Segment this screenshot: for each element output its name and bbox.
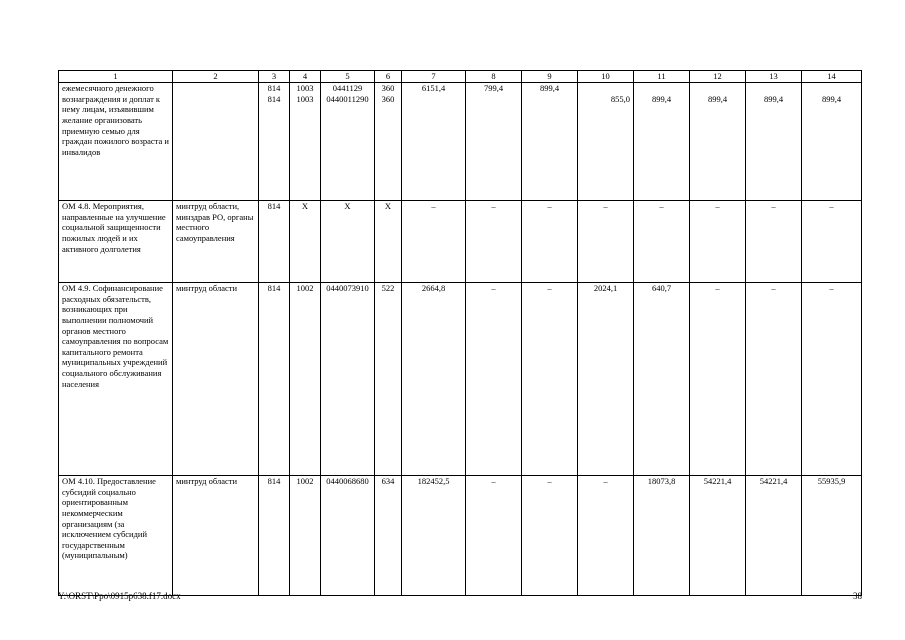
cell-c9: – [522,476,578,596]
cell-c5: 0440073910 [321,283,375,476]
cell-c3: 814 [259,476,290,596]
cell-c13: 899,4 [746,83,802,201]
col-header: 1 [59,71,173,83]
cell-c13: – [746,201,802,283]
cell-c3: 814 [259,201,290,283]
col-header: 11 [634,71,690,83]
col-header: 12 [690,71,746,83]
table-row [59,476,862,596]
page-number: 38 [853,591,862,601]
cell-c5: 0440068680 [321,476,375,596]
cell-c13: – [746,283,802,476]
cell-c10: – [578,201,634,283]
col-header: 9 [522,71,578,83]
cell-c7: 6151,4 [402,83,466,201]
cell-c6: 634 [375,476,402,596]
cell-c12: 899,4 [690,83,746,201]
cell-c3: 814 814 [259,83,290,201]
cell-c3: 814 [259,283,290,476]
cell-c10: – [578,476,634,596]
col-header: 5 [321,71,375,83]
cell-c11: 640,7 [634,283,690,476]
cell-c5: 0441129 0440011290 [321,83,375,201]
cell-c7: 2664,8 [402,283,466,476]
cell-c8: – [466,476,522,596]
col-header: 8 [466,71,522,83]
table-row [59,201,862,283]
cell-c6: 360 360 [375,83,402,201]
cell-c7: 182452,5 [402,476,466,596]
cell-c9: – [522,283,578,476]
col-header: 4 [290,71,321,83]
file-path: Y:\ORST\Ppo\0915p638.f17.docx [58,591,181,601]
executor-cell: минтруд области, минздрав РО, органы местного самоуправления [173,201,259,283]
cell-c14: – [802,283,862,476]
cell-c12: – [690,201,746,283]
cell-c8: – [466,283,522,476]
cell-c11: – [634,201,690,283]
col-header: 3 [259,71,290,83]
cell-c5: X [321,201,375,283]
measure-name-cell: ОМ 4.8. Мероприятия, направленные на улучшение социальной защищенности пожилых людей и их активного долголетия [59,201,173,283]
cell-c11: 18073,8 [634,476,690,596]
col-header: 13 [746,71,802,83]
col-header: 10 [578,71,634,83]
cell-c9: 899,4 [522,83,578,201]
table-row [59,83,862,201]
table-row [59,283,862,476]
cell-c14: – [802,201,862,283]
measure-name-cell: ОМ 4.9. Софинансирование расходных обязательств, возникающих при выполнении полномочий органов местного самоуправления по вопросам капитального ремонта муниципальных учреждений социального обслуживания населения [59,283,173,476]
cell-c4: 1003 1003 [290,83,321,201]
budget-table [58,70,862,596]
measure-name-cell: ежемесячного денежного вознаграждения и доплат к нему лицам, изъявившим желание организовать приемную семью для граждан пожилого возраста и инвалидов [59,83,173,201]
cell-c4: X [290,201,321,283]
executor-cell [173,83,259,201]
cell-c7: – [402,201,466,283]
col-header: 7 [402,71,466,83]
executor-cell: минтруд области [173,476,259,596]
cell-c4: 1002 [290,283,321,476]
cell-c14: 899,4 [802,83,862,201]
cell-c8: – [466,201,522,283]
cell-c4: 1002 [290,476,321,596]
cell-c10: 2024,1 [578,283,634,476]
col-header: 2 [173,71,259,83]
header-row [59,71,862,83]
cell-c6: 522 [375,283,402,476]
cell-c13: 54221,4 [746,476,802,596]
executor-cell: минтруд области [173,283,259,476]
measure-name-cell: ОМ 4.10. Предоставление субсидий социально ориентированным некоммерческим организациям (за исключением субсидий государственным (муниципальным) [59,476,173,596]
cell-c12: 54221,4 [690,476,746,596]
col-header: 6 [375,71,402,83]
cell-c6: X [375,201,402,283]
cell-c14: 55935,9 [802,476,862,596]
cell-c11: 899,4 [634,83,690,201]
cell-c8: 799,4 [466,83,522,201]
cell-c10: 855,0 [578,83,634,201]
cell-c12: – [690,283,746,476]
col-header: 14 [802,71,862,83]
cell-c9: – [522,201,578,283]
